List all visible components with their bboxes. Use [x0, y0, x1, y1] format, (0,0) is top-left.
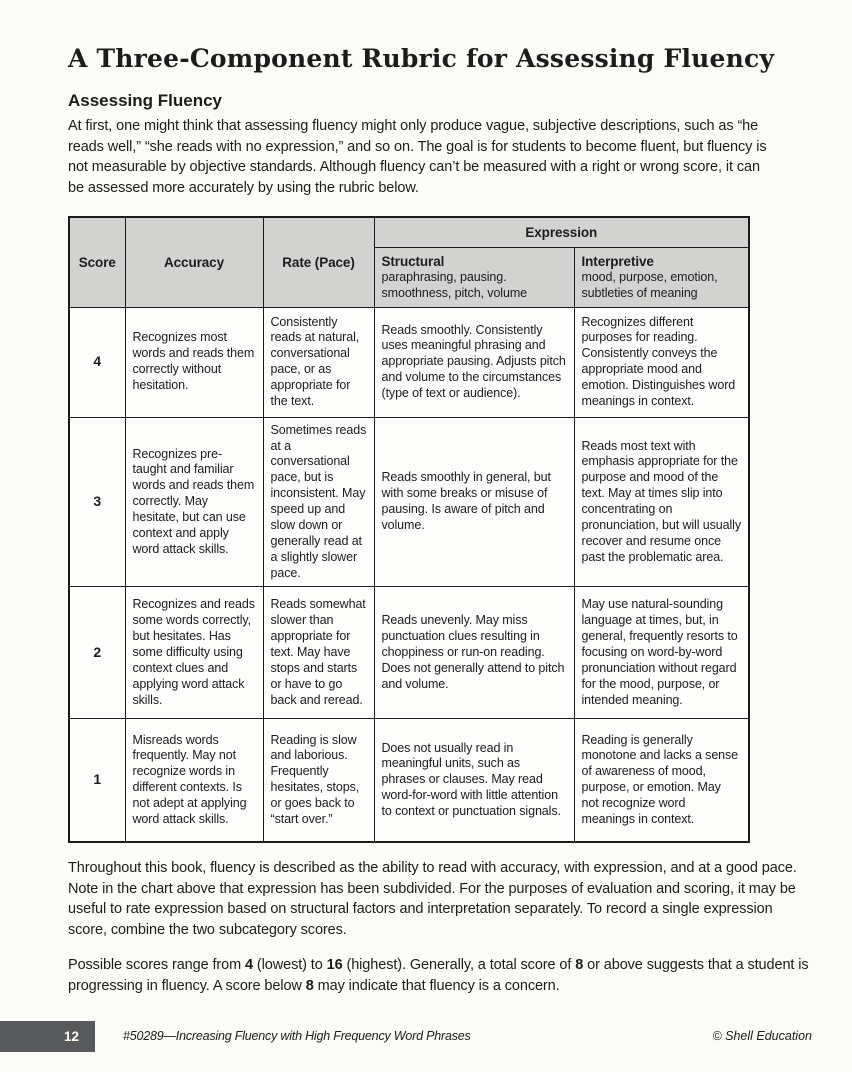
book-reference: #50289—Increasing Fluency with High Frequency Word Phrases: [123, 1029, 471, 1043]
structural-description: paraphrasing, pausing. smoothness, pitch, volume: [381, 269, 527, 300]
col-header-accuracy: Accuracy: [125, 217, 263, 307]
rubric-header: [69, 217, 749, 307]
rate-cell: Consistently reads at natural, conversational pace, or as appropriate for the text.: [263, 307, 374, 417]
page-number: 12: [63, 1028, 79, 1044]
scores-text-3: (highest). Generally, a total score of: [342, 957, 576, 974]
accuracy-cell: Recognizes and reads some words correctly, but hesitates. Has some difficulty using context clues and applying word attack skills.: [125, 587, 263, 719]
score-cell: 1: [69, 719, 125, 842]
rubric-row-score-4: [69, 307, 749, 417]
col-header-rate: Rate (Pace): [263, 217, 374, 307]
structural-cell: Reads smoothly in general, but with some breaks or misuse of pausing. Is aware of pitch and volume.: [374, 417, 574, 587]
col-header-interpretive: [574, 247, 749, 307]
structural-cell: Does not usually read in meaningful units, such as phrases or clauses. May read word-for-word with little attention to context or punctuation signals.: [374, 719, 574, 842]
col-header-score: Score: [69, 217, 125, 307]
score-cell: 2: [69, 587, 125, 719]
header-row-top: [69, 217, 749, 247]
rate-cell: Sometimes reads at a conversational pace, but is inconsistent. May speed up and slow down or generally read at a slightly slower pace.: [263, 417, 374, 587]
page-number-box: [0, 1021, 95, 1052]
rate-cell: Reads somewhat slower than appropriate for text. May have stops and starts or have to go back and reread.: [263, 587, 374, 719]
scores-text-4: or above suggests that a student is progressing in fluency. A score below: [68, 957, 809, 994]
scores-text-5: may indicate that fluency is a concern.: [313, 977, 560, 994]
intro-paragraph: At first, one might think that assessing fluency might only produce vague, subjective descriptions, such as “he reads well,” “she reads with no expression,” and so on. The goal is for students to become fluent, but fluency is not measurable by objective standards. Although fluency can’t be measured with a right or wrong score, it can be assessed more accurately by using the rubric below.: [68, 118, 767, 196]
scores-text-2: (lowest) to: [252, 957, 327, 974]
score-threshold-value: 8: [575, 957, 584, 974]
page-footer: [0, 1020, 852, 1052]
rubric-row-score-2: [69, 587, 749, 719]
col-header-expression: Expression: [374, 217, 749, 247]
interpretive-cell: May use natural-sounding language at times, but, in general, frequently resorts to focusing on word-by-word pronunciation without regard for the mood, purpose, or intended meaning.: [574, 587, 749, 719]
scores-paragraph: [68, 955, 812, 996]
fluency-rubric-table: [68, 216, 750, 843]
interpretive-description: mood, purpose, emotion, subtleties of meaning: [581, 269, 718, 300]
score-cell: 4: [69, 307, 125, 417]
col-header-structural: [374, 247, 574, 307]
discussion-paragraph: Throughout this book, fluency is described as the ability to read with accuracy, with expression, and at a good pace. Note in the chart above that expression has been subdivided. For the purposes of evaluation and scoring, it may be useful to rate expression based on structural factors and interpretation separately. To record a single expression score, combine the two subcategory scores.: [68, 859, 797, 938]
interpretive-cell: Recognizes different purposes for reading. Consistently conveys the appropriate mood and emotion. Distinguishes word meanings in context.: [574, 307, 749, 417]
accuracy-cell: Recognizes most words and reads them correctly without hesitation.: [125, 307, 263, 417]
structural-cell: Reads smoothly. Consistently uses meaningful phrasing and appropriate pausing. Adjusts pitch and volume to the circumstances (type of text or audience).: [374, 307, 574, 417]
interpretive-cell: Reads most text with emphasis appropriate for the purpose and mood of the text. May at times slip into concentrating on pronunciation, but will usually recover and resume once past the problematic area.: [574, 417, 749, 587]
section-heading: Assessing Fluency: [68, 91, 223, 110]
copyright-notice: © Shell Education: [712, 1029, 812, 1043]
page-title: A Three-Component Rubric for Assessing Fluency: [68, 44, 775, 73]
rubric-row-score-3: [69, 417, 749, 587]
scores-text-1: Possible scores range from: [68, 957, 246, 974]
score-highest-value: 16: [326, 957, 343, 974]
accuracy-cell: Misreads words frequently. May not recognize words in different contexts. Is not adept at applying word attack skills.: [125, 719, 263, 842]
score-cell: 3: [69, 417, 125, 587]
accuracy-cell: Recognizes pre-taught and familiar words and reads them correctly. May hesitate, but can use context and apply word attack skills.: [125, 417, 263, 587]
interpretive-label: Interpretive: [581, 253, 654, 269]
score-concern-value: 8: [305, 977, 314, 994]
rubric-row-score-1: [69, 719, 749, 842]
structural-cell: Reads unevenly. May miss punctuation clues resulting in choppiness or run-on reading. Does not generally attend to pitch and volume.: [374, 587, 574, 719]
structural-label: Structural: [381, 253, 445, 269]
rate-cell: Reading is slow and laborious. Frequently hesitates, stops, or goes back to “start over.”: [263, 719, 374, 842]
interpretive-cell: Reading is generally monotone and lacks a sense of awareness of mood, purpose, or emotion. May not recognize word meanings in context.: [574, 719, 749, 842]
score-lowest-value: 4: [245, 957, 253, 974]
